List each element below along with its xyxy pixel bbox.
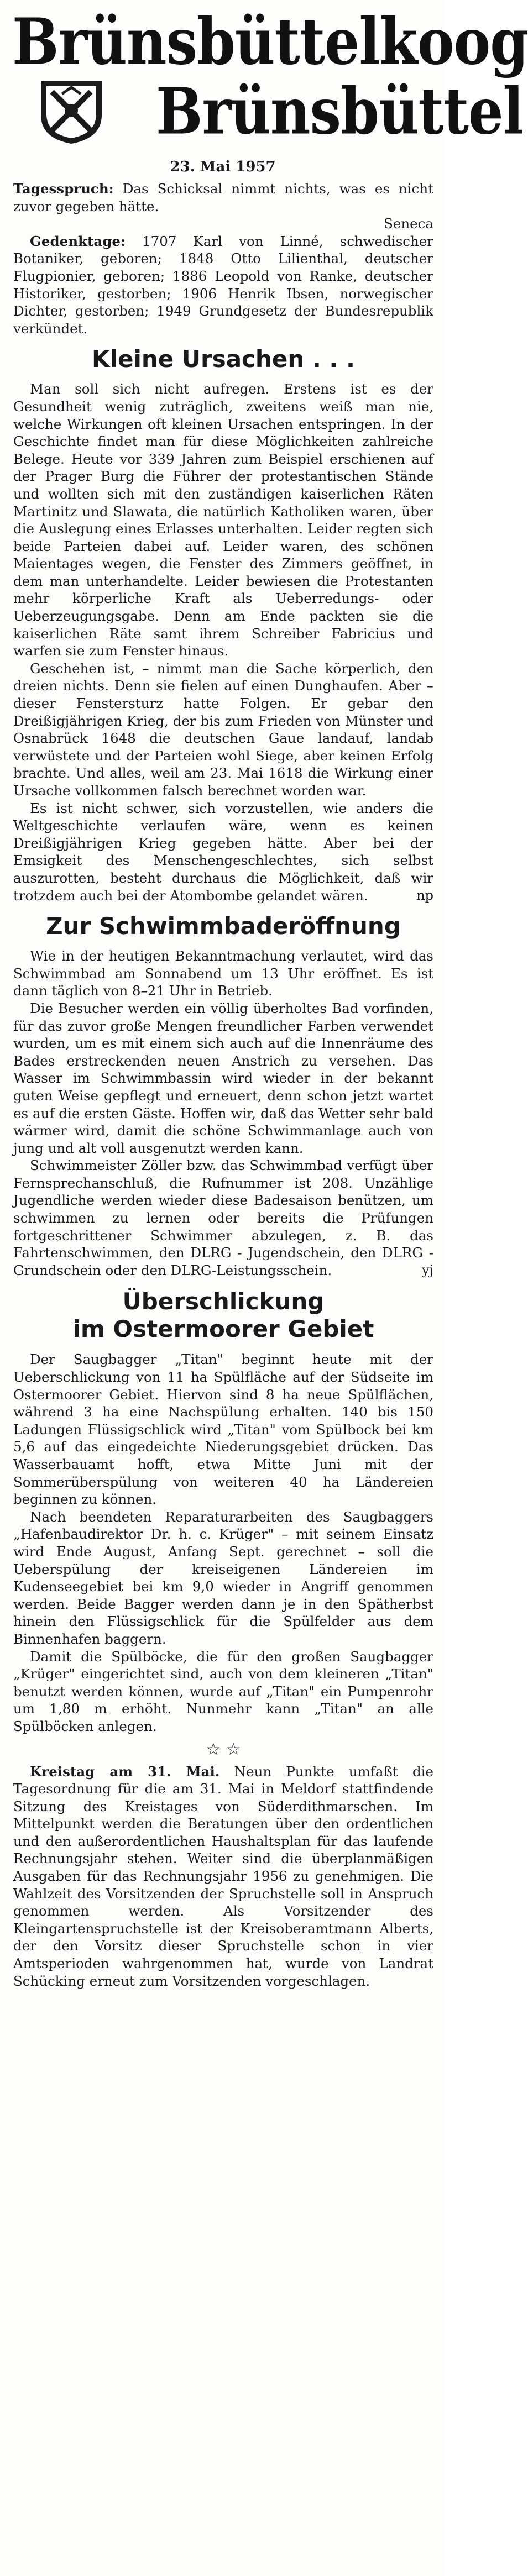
gedenktage <box>13 233 433 338</box>
headline-kleine-ursachen: Kleine Ursachen . . . <box>92 345 355 373</box>
article2-paragraph-3 <box>13 1157 433 1279</box>
headline-schwimmbad: Zur Schwimmbaderöffnung <box>46 912 401 940</box>
article2-paragraph-3-text: Schwimmeister Zöller bzw. das Schwimmbad verfügt über Fernsprechanschluß, die Rufnummer ist 208. Unzählige Jugendliche werden wieder diese Badesaison benützen, um schwimmen zu lernen oder bereits die Prüfungen fortgeschrittener Schwimmer abzulegen, z. B. das Fahrtenschwimmen, den DLRG - Jugendschein, den DLRG - Grundschein oder den DLRG-Leistungsschein. <box>13 1157 433 1278</box>
article1-paragraph-1: Man soll sich nicht aufregen. Erstens ist es der Gesundheit wenig zuträglich, zweitens weiß man nie, welche Wirkungen oft kleinen Ursachen entspringen. In der Geschichte findet man für diese Möglichkeiten zahlreiche Belege. Heute vor 339 Jahren zum Beispiel erschienen auf der Prager Burg die Führer der protestantischen Stände und wollten sich mit den zuständigen kaiserlichen Räten Martinitz und Slawata, die natürlich Katholiken waren, über die Auslegung eines Erlasses unterhalten. Leider regten sich beide Parteien dabei auf. Leider waren, des schönen Maientages wegen, die Fenster des Zimmers geöffnet, in dem man unterhandelte. Leider bewiesen die Protestanten mehr körperliche Kraft als Ueberredungs- oder Ueberzeugungsgabe. Denn am Ende packten sie die kaiserlichen Räte samt ihrem Schreiber Fabricius und warfen sie zum Fenster hinaus. <box>13 381 433 659</box>
masthead <box>8 3 528 151</box>
coat-of-arms-icon <box>30 76 113 146</box>
tagesspruch-text: Das Schicksal nimmt nichts, was es nicht zuvor gegeben hätte. <box>13 181 433 214</box>
tagesspruch <box>13 180 433 233</box>
article3-paragraph-2: Nach beendeten Reparaturarbeiten des Saugbaggers „Hafenbaudirektor Dr. h. c. Krüger" – mit seinem Einsatz wird Ende August, Anfang Sept. gerechnet – soll die Ueberspülung der kreiseigenen Ländereien im Kudenseegebiet bei km 9,0 wieder in Angriff genommen werden. Beide Bagger werden dann je in den Spätherbst hinein den Flüssigschlick für die Spülfelder aus dem Binnenhafen baggern. <box>13 1508 433 1647</box>
article2-signature: yj <box>422 1262 433 1278</box>
article1-paragraph-2: Geschehen ist, – nimmt man die Sache körperlich, den dreien nichts. Denn sie fielen auf einen Dunghaufen. Aber – dieser Fenstersturz hatte Folgen. Er gebar den Dreißigjährigen Krieg, der bis zum Frieden von Münster und Osnabrück 1648 die deutschen Gaue landauf, landab verwüstete und der Parteien wohl Siege, aber keinen Erfolg brachte. Und alles, weil am 23. Mai 1618 die Wirkung einer Ursache vollkommen falsch berechnet worden war. <box>13 660 433 799</box>
tagesspruch-author: Seneca <box>384 216 433 232</box>
headline-ueberschlickung <box>13 1288 433 1343</box>
article2-paragraph-2: Die Besucher werden ein völlig überholtes Bad vorfinden, für das zuvor große Mengen freundlicher Farben verwendet wurden, um es mit einem sich auch auf die Innenräume des Bades erstreckenden neuen Anstrich zu versehen. Das Wasser im Schwimmbassin wird wieder in der bekannt guten Weise gepflegt und erneuert, denn schon jetzt wartet es auf die ersten Gäste. Hoffen wir, daß das Wetter sehr bald wärmer wird, damit die schöne Schwimmanlage auch von jung und alt voll ausgenutzt werden kann. <box>13 1000 433 1156</box>
headline-ueberschlickung-line1: Überschlickung <box>122 1288 325 1315</box>
gedenktage-label: Gedenktage: <box>30 233 126 249</box>
issue-date: 23. Mai 1957 <box>170 159 276 175</box>
masthead-title-line1: Brünsbüttelkoog <box>12 4 528 79</box>
masthead-title-line2: Brünsbüttel <box>156 74 524 149</box>
article1-paragraph-3-text: Es ist nicht schwer, sich vorzustellen, wie anders die Weltgeschichte verlaufen wäre, wenn es keinen Dreißigjährigen Krieg gegeben hätte. Aber bei der Emsigkeit des Menschengeschlechtes, sich selbst auszurotten, besteht durchaus die Möglichkeit, daß wir trotzdem auch bei der Atombombe gelandet wären. <box>13 800 433 904</box>
article1-signature: np <box>416 887 433 903</box>
gedenktage-text: 1707 Karl von Linné, schwedischer Botaniker, geboren; 1848 Otto Lilienthal, deutscher Flugpionier, geboren; 1886 Leopold von Ranke, deutscher Historiker, gestorben; 1906 Henrik Ibsen, norwegischer Dichter, gestorben; 1949 Grundgesetz der Bundesrepublik verkündet. <box>13 233 433 337</box>
column-content <box>13 180 433 1990</box>
star-separator-icon: ☆ ☆ <box>206 1739 241 1759</box>
article3-paragraph-3: Damit die Spülböcke, die für den großen Saugbagger „Krüger" eingerichtet sind, auch von dem kleineren „Titan" benutzt werden können, wurde auf „Titan" ein Pumpenrohr um 1,80 m erhöht. Nunmehr kann „Titan" an alle Spülböcken anlegen. <box>13 1648 433 1734</box>
headline-ueberschlickung-line2: im Ostermoorer Gebiet <box>72 1315 374 1343</box>
article2-paragraph-1: Wie in der heutigen Bekanntmachung verlautet, wird das Schwimmbad am Sonnabend um 13 Uhr eröffnet. Es ist dann täglich von 8–21 Uhr in Betrieb. <box>13 948 433 999</box>
kreistag-notice <box>13 1763 433 1990</box>
article1-paragraph-3 <box>13 800 433 905</box>
kreistag-lead: Kreistag am 31. Mai. <box>30 1763 220 1780</box>
tagesspruch-label: Tagesspruch: <box>13 181 114 197</box>
article3-paragraph-1: Der Saugbagger „Titan" beginnt heute mit der Ueberschlickung von 11 ha Spülfläche auf der Südseite im Ostermoorer Gebiet. Hiervon sind 8 ha neue Spülflächen, während 3 ha eine Nachspülung erhalten. 140 bis 150 Ladungen Flüssigschlick wird „Titan" vom Spülbock bei km 5,6 auf das eingedeichte Niederungsgebiet drücken. Das Wasserbauamt hofft, etwa Mitte Juni mit der Sommerüberspülung von weiteren 40 ha Ländereien beginnen zu können. <box>13 1351 433 1508</box>
kreistag-text: Neun Punkte umfaßt die Tagesordnung für die am 31. Mai in Meldorf stattfindende Sitzung des Kreistages von Süderdithmarschen. Im Mittelpunkt werden die Beratungen über den ordentlichen und den außerordentlichen Haushaltsplan für das laufende Rechnungsjahr stehen. Weiter sind die überplanmäßigen Ausgaben für das Rechnungsjahr 1956 zu genehmigen. Die Wahlzeit des Vorsitzenden der Spruchstelle soll in Anspruch genommen werden. Als Vorsitzender des Kleingartenspruchstelle ist der Kreisoberamtmann Alberts, der den Vorsitz dieser Spruchstelle schon in vier Amtsperioden wahrgenommen hat, wurde von Landrat Schücking erneut zum Vorsitzenden vorgeschlagen. <box>13 1763 433 1989</box>
